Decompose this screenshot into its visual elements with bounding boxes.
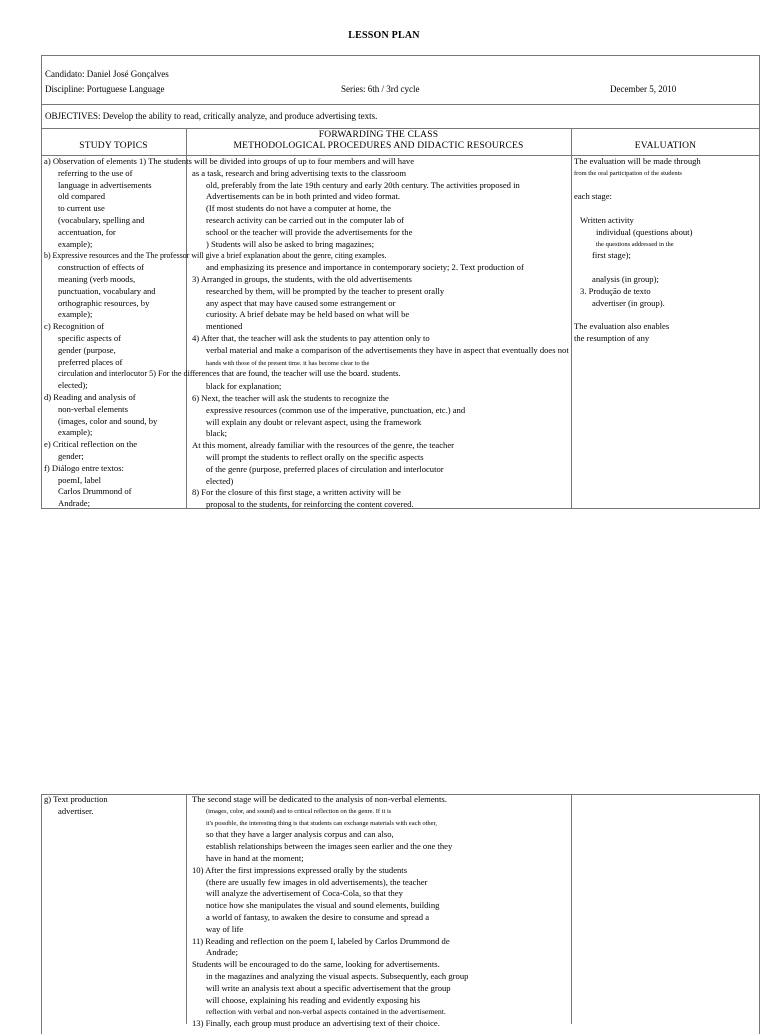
topic-line: Andrade; (58, 498, 90, 509)
method-line: will analyze the advertisement of Coca-Cola, so that they (206, 888, 403, 899)
method-line: ) Students will also be asked to bring magazines; (206, 238, 375, 249)
method-line: Andrade; (206, 947, 238, 958)
evaluation-line: The evaluation also enables (574, 321, 670, 332)
method-line: (If most students do not have a computer at home, the (206, 203, 391, 214)
method-line: a world of fantasy, to awaken the desire to consume and spread a (206, 911, 430, 922)
method-line: (there are usually few images in old advertisements), the teacher (206, 876, 428, 887)
method-line-small: hands with those of the present time. it has become clear to the (206, 359, 370, 367)
method-line: black for explanation; (206, 381, 282, 392)
method-line: expressive resources (common use of the imperative, punctuation, etc.) and (206, 404, 466, 415)
method-line (192, 357, 569, 370)
column-divider (571, 794, 572, 1024)
method-line: 8) For the closure of this first stage, a written activity will be (192, 487, 401, 498)
column-divider (186, 794, 187, 1024)
evaluation-line: individual (questions about) (596, 226, 693, 237)
topic-line: example); (58, 238, 93, 249)
method-line: Students will be encouraged to do the same, looking for advertisements. (192, 959, 440, 970)
topic-line: old compared (58, 191, 106, 202)
method-line: elected) (206, 475, 234, 486)
header-methods: METHODOLOGICAL PROCEDURES AND DIDACTIC RESOURCES (233, 141, 524, 151)
method-line: reflection with verbal and non-verbal aspects contained in the advertisement. (206, 1007, 446, 1017)
spacer (574, 203, 701, 215)
topic-line: a) Observation of elements 1) The students will be divided into groups of up to four members and will have (44, 156, 415, 166)
topic-line: poemI, label (58, 474, 101, 485)
candidate-name: Candidato: Daniel José Gonçalves (45, 69, 169, 79)
methods-column (192, 156, 569, 511)
method-line: proposal to the students, for reinforcing the content covered. (206, 499, 414, 510)
spacer (574, 309, 701, 321)
method-line: mentioned (206, 321, 243, 332)
objectives: OBJECTIVES: Develop the ability to read, critically analyze, and produce advertising texts. (45, 111, 378, 121)
topic-line: specific aspects of (58, 332, 121, 343)
topic-line: advertiser. (58, 805, 94, 816)
method-line: in the magazines and analyzing the visual aspects. Subsequently, each group (206, 970, 469, 981)
method-line: The second stage will be dedicated to the analysis of non-verbal elements. (192, 794, 447, 804)
method-line: 3) Arranged in groups, the students, with the old advertisements (192, 273, 412, 284)
topic-line: preferred places of (58, 356, 123, 367)
method-line: school or the teacher will provide the advertisements for the (206, 226, 413, 237)
method-line: At this moment, already familiar with the resources of the genre, the teacher (192, 440, 455, 451)
method-line: research activity can be carried out in the computer lab of (206, 214, 405, 225)
evaluation-line: the resumption of any (574, 332, 650, 343)
topic-line: referring to the use of (58, 167, 133, 178)
method-line: notice how she manipulates the visual and sound elements, building (206, 900, 440, 911)
lesson-date: December 5, 2010 (610, 84, 677, 94)
method-line: curiosity. A brief debate may be held based on what will be (206, 309, 410, 320)
topic-line: e) Critical reflection on the (44, 439, 138, 450)
topic-line: to current use (58, 203, 105, 214)
method-line: have in hand at the moment; (206, 852, 304, 863)
spacer (192, 156, 569, 168)
method-line: researched by them, will be prompted by the teacher to present orally (206, 285, 445, 296)
topic-line: example); (58, 309, 93, 320)
method-line: 13) Finally, each group must produce an advertising text of their choice. (192, 1018, 440, 1029)
topic-line: b) Expressive resources and the The professor will give a brief explanation about the genre, citing examples. (44, 251, 387, 261)
method-line: it's possible, the interesting thing is that students can exchange materials with each other, (206, 819, 438, 827)
method-line: and emphasizing its presence and importance in contemporary society; 2. Text production of (206, 262, 524, 273)
header-evaluation: EVALUATION (634, 141, 697, 151)
series: Series: 6th / 3rd cycle (341, 84, 420, 94)
topic-line: elected); (58, 380, 88, 391)
method-line: 10) After the first impressions expressed orally by the students (192, 864, 408, 875)
column-divider (571, 128, 572, 509)
header-forwarding: FORWARDING THE CLASS (318, 130, 439, 140)
method-line: 4) After that, the teacher will ask the students to pay attention only to (192, 332, 430, 343)
method-line: will write an analysis text about a specific advertisement that the group (206, 982, 451, 993)
evaluation-line: from the oral participation of the students (574, 169, 682, 177)
method-line: any aspect that may have caused some estrangement or (206, 297, 396, 308)
topic-line: construction of effects of (58, 262, 144, 273)
topic-line: non-verbal elements (58, 403, 128, 414)
topic-line: (images, color and sound, by (58, 415, 158, 426)
topic-line: circulation and interlocutor 5) For the differences that are found, the teacher will use the board. students. (58, 369, 401, 379)
method-line: will explain any doubt or relevant aspect, using the framework (206, 416, 422, 427)
spacer (192, 250, 569, 262)
topic-line: Carlos Drummond of (58, 486, 132, 497)
methods-column-continued (192, 794, 528, 1030)
method-line: 6) Next, the teacher will ask the students to recognize the (192, 392, 389, 403)
topic-line: d) Reading and analysis of (44, 391, 136, 402)
topic-line: gender (purpose, (58, 344, 116, 355)
evaluation-line: 3. Produção de texto (580, 285, 651, 296)
discipline: Discipline: Portuguese Language (45, 84, 165, 94)
method-line: of the genre (purpose, preferred places of circulation and interlocutor (206, 463, 444, 474)
evaluation-line: each stage: (574, 191, 612, 202)
method-line: Advertisements can be in both printed and video format. (206, 191, 401, 202)
topic-line: (vocabulary, spelling and (58, 214, 145, 225)
topic-line: accentuation, for (58, 226, 116, 237)
method-line: old, preferably from the late 19th century and early 20th century. The activities proposed in (206, 179, 520, 190)
row-divider (41, 128, 760, 129)
evaluation-line: the questions addressed in the (596, 240, 674, 248)
evaluation-line: first stage); (592, 250, 631, 261)
document-title: LESSON PLAN (348, 30, 420, 41)
method-line: (images, color, and sound) and to critical reflection on the genre. If it is (206, 807, 392, 815)
method-line: 11) Reading and reflection on the poem I, labeled by Carlos Drummond de (192, 935, 450, 946)
method-line: so that they have a larger analysis corpus and can also, (206, 829, 394, 840)
method-line: will prompt the students to reflect orally on the specific aspects (206, 451, 424, 462)
method-line: as a task, research and bring advertising texts to the classroom (192, 167, 407, 178)
method-line: will choose, explaining his reading and evidently exposing his (206, 994, 421, 1005)
topic-line: language in advertisements (58, 179, 152, 190)
spacer (192, 369, 569, 381)
topic-line: orthographic resources, by (58, 297, 150, 308)
row-divider (41, 104, 760, 105)
header-study-topics: STUDY TOPICS (79, 141, 148, 151)
topic-line: punctuation, vocabulary and (58, 285, 156, 296)
study-topics-column-continued (44, 794, 108, 818)
topic-line: example); (58, 427, 93, 438)
method-line: way of life (206, 923, 244, 934)
evaluation-line: advertiser (in group). (592, 297, 665, 308)
evaluation-line: The evaluation will be made through (574, 156, 701, 166)
evaluation-column (574, 156, 701, 345)
method-line: verbal material and make a comparison of the advertisements they have in aspect that eventually does not (206, 344, 569, 355)
topic-line: meaning (verb moods, (58, 273, 136, 284)
spacer (574, 180, 701, 192)
topic-line: gender; (58, 450, 84, 461)
topic-line: c) Recognition of (44, 321, 105, 332)
topic-line: f) Diálogo entre textos: (44, 462, 124, 473)
spacer (574, 262, 701, 274)
method-line: black; (206, 428, 227, 439)
topic-line: g) Text production (44, 794, 108, 804)
method-line: establish relationships between the images seen earlier and the one they (206, 841, 453, 852)
evaluation-line: Written activity (580, 214, 634, 225)
evaluation-line: analysis (in group); (592, 273, 659, 284)
